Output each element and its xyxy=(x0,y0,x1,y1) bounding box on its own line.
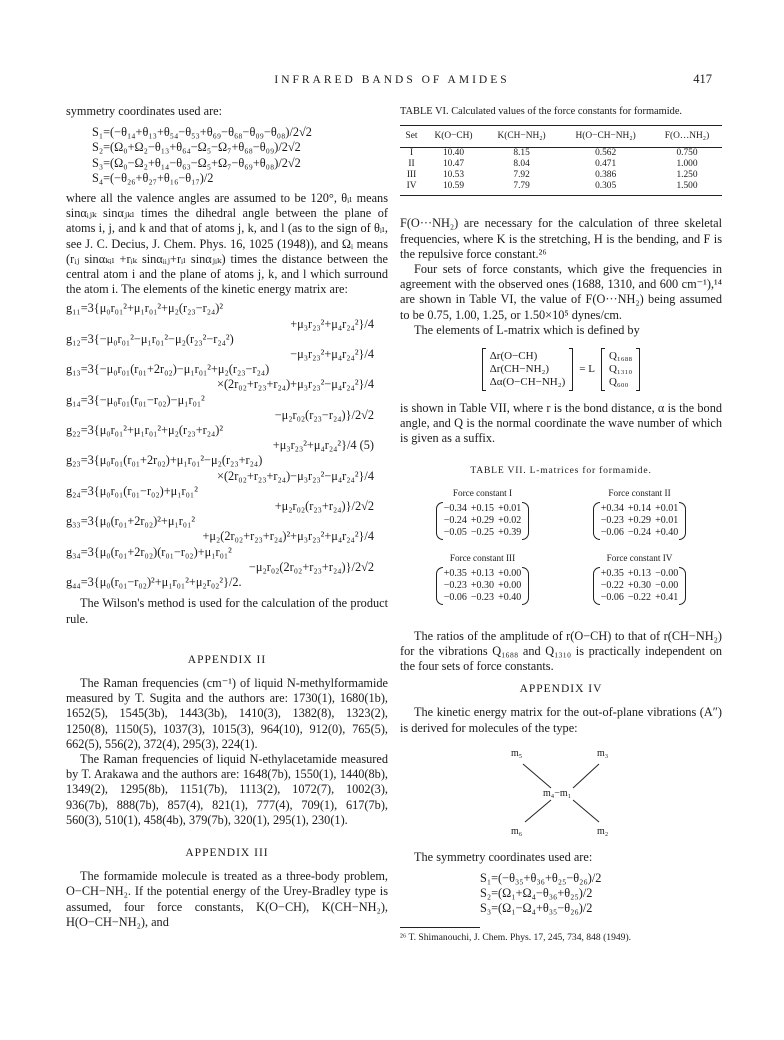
atom-m5: m₅ xyxy=(511,747,523,759)
l-matrix-entry: +0.35 xyxy=(443,568,467,580)
left-column xyxy=(66,104,388,930)
g-matrix-line: +μ₂r₀₂(r₂₃+r₂₄)}/2√2 xyxy=(274,499,374,514)
table-cell: II xyxy=(408,159,415,170)
l-matrix-entry: −0.23 xyxy=(470,592,495,604)
symmetry-coordinates-intro: The symmetry coordinates used are: xyxy=(414,849,593,864)
l-matrix-entry: +0.01 xyxy=(655,515,679,527)
table-cell: 1.500 xyxy=(676,181,698,192)
l-matrix-entry: −0.23 xyxy=(600,515,624,527)
l-matrix-intro: The elements of L-matrix which is defined by xyxy=(414,322,640,337)
symmetry-coordinates-b xyxy=(400,871,722,917)
l-matrix-entry: +0.02 xyxy=(498,515,522,527)
l-matrix-entry: −0.34 xyxy=(443,503,467,515)
g-matrix-line: +μ₃r₂₃²+μ₄r₂₄²}/4 xyxy=(290,316,374,331)
g-matrix-line: g₂₃=3{μ₀r₀₁(r₀₁+2r₀₂)+μ₁r₀₁²−μ₂(r₂₃+r₂₄) xyxy=(66,453,263,468)
page-number: 417 xyxy=(693,72,712,86)
g-matrix-line: g₃₃=3{μ₀(r₀₁+2r₀₂)²+μ₁r₀₁² xyxy=(66,514,196,529)
wilson-method-paragraph: The Wilson's method is used for the calculation of the product rule. xyxy=(66,596,388,626)
l-matrix-entry: +0.29 xyxy=(627,515,652,527)
table-header: K(CH−NH₂) xyxy=(484,126,559,148)
l-matrix-entry: +0.13 xyxy=(470,568,495,580)
table-header: K(O−CH) xyxy=(423,126,484,148)
intro-text: symmetry coordinates used are: xyxy=(66,104,223,118)
appendix-ii-heading: APPENDIX II xyxy=(187,653,267,666)
g-matrix-line: g₁₃=3{−μ₀r₀₁(r₀₁+2r₀₂)−μ₁r₀₁²+μ₂(r₂₃−r₂₄) xyxy=(66,362,270,377)
table-header: H(O−CH−NH₂) xyxy=(559,126,652,148)
l-matrix-label: Force constant IV xyxy=(606,553,673,564)
l-matrix-entry: −0.06 xyxy=(443,592,467,604)
l-matrix-equation xyxy=(400,348,722,391)
l-matrix-definition-paragraph: is shown in Table VII, where r is the bond distance, α is the bond angle, and Q is the normal coordinate the wave number of which is given as a suffix. xyxy=(400,401,722,446)
g-matrix-line: +μ₂(2r₀₂+r₂₃+r₂₄)²+μ₃r₂₃²+μ₄r₂₄²}/4 xyxy=(202,529,374,544)
l-matrix-entry: +0.00 xyxy=(498,580,522,592)
formamide-three-body-paragraph: The formamide molecule is treated as a three-body problem, O−CH−NH₂. If the potential energy of the Urey-Bradley type is assumed, four force constants, K(O−CH), K(CH−NH₂), H(O−CH−NH₂), and xyxy=(66,869,388,929)
footnote: ²⁶ T. Shimanouchi, J. Chem. Phys. 17, 245, 734, 848 (1949). xyxy=(400,931,632,943)
g-matrix-line: g₁₄=3{−μ₀r₀₁(r₀₁−r₀₂)−μ₁r₀₁² xyxy=(66,392,205,407)
table-cell: 0.562 xyxy=(595,148,617,159)
table-vii-caption: TABLE VII. L-matrices for formamide. xyxy=(470,464,652,476)
footnote-rule xyxy=(400,927,480,928)
l-matrix-entry: −0.06 xyxy=(600,527,624,539)
atom-m6: m₆ xyxy=(511,825,523,837)
l-matrix-entry: +0.14 xyxy=(627,503,652,515)
l-matrix-entry: +0.00 xyxy=(498,568,522,580)
atom-m2: m₂ xyxy=(597,825,609,837)
g-matrix-line: −μ₂r₀₂(r₂₃−r₂₄)}/2√2 xyxy=(274,407,374,422)
l-matrix-entry: +0.13 xyxy=(627,568,652,580)
symmetry-coordinates-a xyxy=(66,125,388,186)
g-matrix-line: g₃₄=3{μ₀(r₀₁+2r₀₂)(r₀₁−r₀₂)+μ₁r₀₁² xyxy=(66,544,232,559)
l-matrix-entry: +0.30 xyxy=(470,580,495,592)
rhs-entry: Q₁₃₁₀ xyxy=(608,363,633,376)
table-row xyxy=(400,170,722,181)
l-matrix-block xyxy=(571,551,708,610)
table-cell: 7.79 xyxy=(513,181,530,192)
equals-l: = L xyxy=(579,362,595,375)
l-matrix-block xyxy=(414,551,551,610)
g-matrix-line: g₄₄=3{μ₀(r₀₁−r₀₂)²+μ₁r₀₁²+μ₂r₀₂²}/2. xyxy=(66,575,242,590)
l-matrix-label: Force constant I xyxy=(452,487,513,498)
table-header: Set xyxy=(400,126,423,148)
l-matrix-entry: +0.01 xyxy=(498,503,522,515)
g-matrix-line: g₂₄=3{μ₀r₀₁(r₀₁−r₀₂)+μ₁r₀₁² xyxy=(66,483,198,498)
rhs-vector xyxy=(605,348,636,391)
valence-angle-paragraph: where all the valence angles are assumed to be 120°, θᵢₗ means sinαᵢⱼₖ sinαⱼₖₗ times the dihedral angle between the plane of atoms i, j, and k and that of atoms j, k, and l (as to the sign of θᵢₗ, see J. C. Decius, J. Chem. Phys. 16, 1025 (1948)), and Ωᵢ means (rᵢⱼ sinαₖᵢₗ +rᵢₖ sinαᵢᵢⱼ+rᵢₗ sinαⱼᵢₖ) times the distance between the central atom i and the plane of atoms j, k, and l which surround the atom i. The elements of the kinetic energy matrix are: xyxy=(66,191,388,297)
l-matrix-entry: +0.40 xyxy=(655,527,679,539)
g-matrix-line: g₁₁=3{μ₀r₀₁²+μ₁r₀₁²+μ₂(r₂₃−r₂₄)² xyxy=(66,301,224,316)
symmetry-coordinate: S₃=(Ω₁−Ω₄+θ₃₅−θ₂₆)/2 xyxy=(480,901,593,916)
lhs-entry: Δr(CH−NH₂) xyxy=(489,363,550,376)
l-matrix-entry: +0.29 xyxy=(470,515,495,527)
table-cell: 8.15 xyxy=(513,148,530,159)
lhs-vector xyxy=(486,348,570,391)
l-matrix-entry: −0.22 xyxy=(627,592,652,604)
atom-m3: m₃ xyxy=(597,747,609,759)
l-matrix-entry: +0.30 xyxy=(627,580,652,592)
l-matrix-entry: −0.25 xyxy=(470,527,495,539)
l-matrix-entry: −0.24 xyxy=(627,527,652,539)
amplitude-ratio-paragraph: The ratios of the amplitude of r(O−CH) to that of r(CH−NH₂) for the vibrations Q₁₆₈₈ and Q₁₃₁₀ is practically independent on the four sets of force constants. xyxy=(400,628,722,674)
symmetry-coordinate: S₁=(−θ₃₅+θ₃₆+θ₂₅−θ₂₆)/2 xyxy=(480,871,602,886)
four-sets-paragraph: Four sets of force constants, which give the frequencies in agreement with the observed ones (1688, 1310, and 600 cm⁻¹),¹⁴ are shown in Table VI, the value of F(O···NH₂) being assumed to be 0.75, 1.00, 1.25, or 1.50×10⁵ dynes/cm. xyxy=(400,262,722,322)
table-cell: 10.40 xyxy=(442,148,465,159)
l-matrix-entry: +0.39 xyxy=(498,527,522,539)
table-vi-caption: TABLE VI. Calculated values of the force constants for formamide. xyxy=(400,106,683,117)
g-matrix-line: ×(2r₀₂+r₂₃+r₂₄)−μ₃r₂₃²−μ₄r₂₄²}/4 xyxy=(217,468,374,483)
lhs-entry: Δr(O−CH) xyxy=(489,350,538,363)
l-matrices xyxy=(414,486,708,611)
force-constants-table xyxy=(400,125,722,196)
right-column xyxy=(400,104,722,944)
g-matrix-line: +μ₃r₂₃²+μ₄r₂₄²}/4 (5) xyxy=(272,438,374,453)
force-constant-paragraph: F(O···NH₂) are necessary for the calculation of three skeletal frequencies, where K is the stretching, H is the bending, and F is the repulsive force constant.²⁶ xyxy=(400,216,722,261)
g-matrix-line: g₂₂=3{μ₀r₀₁²+μ₁r₀₁²+μ₂(r₂₃+r₂₄)² xyxy=(66,423,224,438)
appendix-iii-heading: APPENDIX III xyxy=(185,846,269,859)
g-matrix-line: −μ₂r₀₂(2r₀₂+r₂₃+r₂₄)}/2√2 xyxy=(248,559,374,574)
symmetry-coordinate: S₄=(−θ₂₆+θ₂₇+θ₁₆−θ₁₇)/2 xyxy=(92,170,214,185)
l-matrix-label: Force constant II xyxy=(608,487,671,498)
l-matrix-entry: +0.01 xyxy=(655,503,679,515)
symmetry-coordinate: S₂=(Ω₀+Ω₂−θ₁₃+θ₆₄−Ω₅−Ω₇+θ₆₈−θ₀₉)/2√2 xyxy=(92,140,301,155)
table-row xyxy=(400,181,722,196)
lhs-entry: Δα(O−CH−NH₂) xyxy=(489,376,566,389)
table-cell: 10.47 xyxy=(442,159,465,170)
molecule-diagram xyxy=(481,744,641,840)
symmetry-coordinate: S₃=(Ω₀−Ω₂+θ₁₄−θ₆₃−Ω₅+Ω₇−θ₆₉+θ₀₈)/2√2 xyxy=(92,155,301,170)
l-matrix-entry: +0.35 xyxy=(600,568,624,580)
table-header: F(O…NH₂) xyxy=(652,126,722,148)
l-matrix-entry: +0.41 xyxy=(655,592,679,604)
table-cell: 8.04 xyxy=(513,159,530,170)
l-matrix-entry: −0.23 xyxy=(443,580,467,592)
l-matrix-entry: −0.00 xyxy=(655,580,679,592)
table-cell: 10.53 xyxy=(442,170,465,181)
table-cell: 10.59 xyxy=(442,181,465,192)
l-matrix-block xyxy=(414,486,551,545)
kinetic-energy-matrix xyxy=(66,301,388,590)
l-matrix-entry: +0.15 xyxy=(470,503,495,515)
l-matrix-entry: −0.06 xyxy=(600,592,624,604)
l-matrix-block xyxy=(571,486,708,545)
l-matrix-entry: +0.40 xyxy=(498,592,522,604)
l-matrix-entry: −0.05 xyxy=(443,527,467,539)
table-cell: IV xyxy=(406,181,417,192)
l-matrix-entry: −0.00 xyxy=(655,568,679,580)
g-matrix-line: ×(2r₀₂+r₂₃+r₂₄)+μ₃r₂₃²−μ₄r₂₄²}/4 xyxy=(217,377,374,392)
raman-ethylacetamide-paragraph: The Raman frequencies of liquid N-ethylacetamide measured by T. Arakawa and the authors are: 1648(7b), 1550(1), 1440(8b), 1349(2), 1295(8b), 1151(7b), 1113(2), 1072(7), 1002(3), 936(7b), 888(7b), 857(4), 821(1), 777(4), 709(1), 617(7b), 560(3), 510(1), 458(4b), 379(7b), 320(1), 295(1), 230(1). xyxy=(66,751,388,827)
table-cell: 1.000 xyxy=(676,159,698,170)
l-matrix-entry: +0.34 xyxy=(600,503,624,515)
table-row xyxy=(400,159,722,170)
table-cell: 0.386 xyxy=(595,170,617,181)
table-cell: 1.250 xyxy=(676,170,698,181)
table-cell: 7.92 xyxy=(513,170,530,181)
symmetry-coordinate: S₂=(Ω₁+Ω₄−θ₃₆+θ₂₅)/2 xyxy=(480,886,593,901)
running-head: INFRARED BANDS OF AMIDES xyxy=(274,74,510,86)
table-cell: III xyxy=(406,170,417,181)
l-matrix-entry: −0.24 xyxy=(443,515,467,527)
out-of-plane-paragraph: The kinetic energy matrix for the out-of-plane vibrations (A″) is derived for molecules of the type: xyxy=(400,705,722,735)
g-matrix-line: g₁₂=3{−μ₀r₀₁²−μ₁r₀₁²−μ₂(r₂₃²−r₂₄²) xyxy=(66,331,234,346)
atom-center: m₄−m₁ xyxy=(543,787,572,799)
table-row xyxy=(400,148,722,160)
symmetry-coordinate: S₁=(−θ₁₄+θ₁₃+θ₅₄−θ₅₃+θ₆₉−θ₆₈−θ₀₉−θ₀₈)/2√2 xyxy=(92,125,312,140)
g-matrix-line: −μ₃r₂₃²+μ₄r₂₄²}/4 xyxy=(290,347,374,362)
table-cell: 0.750 xyxy=(676,148,698,159)
l-matrix-entry: −0.22 xyxy=(600,580,624,592)
appendix-iv-heading: APPENDIX IV xyxy=(519,683,603,696)
table-cell: 0.471 xyxy=(595,159,617,170)
l-matrix-label: Force constant III xyxy=(449,553,516,564)
table-cell: 0.305 xyxy=(595,181,617,192)
table-cell: I xyxy=(409,148,414,159)
rhs-entry: Q₆₀₀ xyxy=(608,376,629,389)
raman-methylformamide-paragraph: The Raman frequencies (cm⁻¹) of liquid N-methylformamide measured by T. Sugita and the authors are: 1730(1), 1680(1b), 1652(5), 1545(3b), 1443(3b), 1410(3), 1382(8), 1323(2), 1250(8), 1150(5), 1037(3), 1015(3), 964(10), 912(0), 765(5), 662(5), 556(2), 372(4), 295(3), 224(1). xyxy=(66,675,388,751)
rhs-entry: Q₁₆₈₈ xyxy=(608,350,633,363)
